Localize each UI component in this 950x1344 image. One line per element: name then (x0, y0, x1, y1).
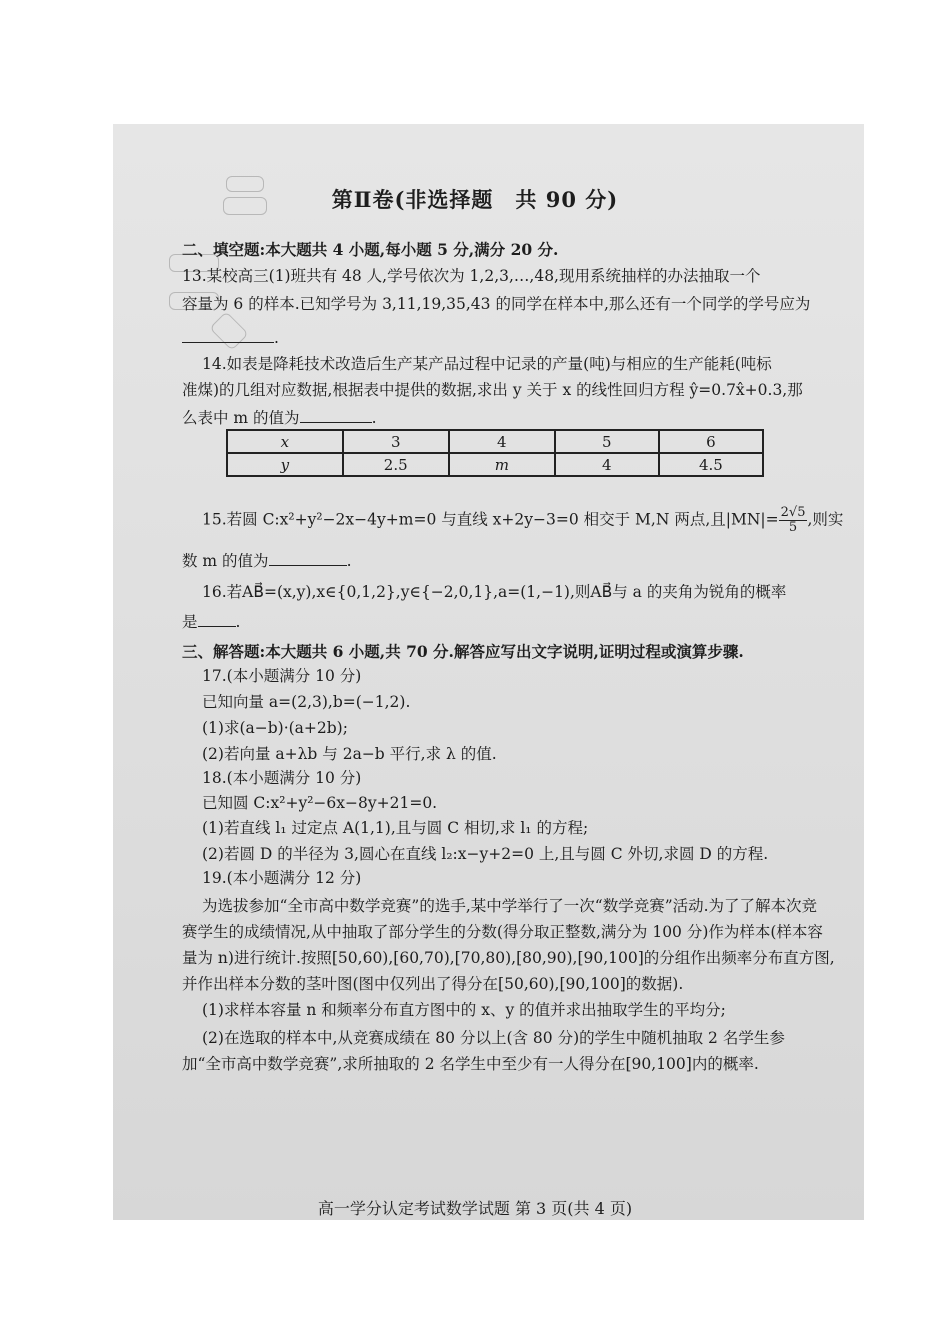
table-cell: 4 (555, 453, 659, 476)
fraction-denominator: 5 (788, 520, 798, 535)
q17-line1: 已知向量 a=(2,3),b=(−1,2). (202, 693, 411, 711)
q19-line1: 为选拔参加“全市高中数学竞赛”的选手,某中学举行了一次“数学竞赛”活动.为了了解本次竞 (202, 897, 818, 915)
table-cell: 4.5 (659, 453, 763, 476)
q14-period: . (371, 409, 377, 427)
q16-line2 (182, 612, 822, 632)
table-cell: m (449, 453, 555, 476)
q15-text-end: ,则实 (807, 510, 844, 529)
table-cell: x (227, 430, 343, 453)
table-cell: 5 (555, 430, 659, 453)
q16-line1: 16.若AB⃗=(x,y),x∈{0,1,2},y∈{−2,0,1},a=(1,−1),则AB⃗与 a 的夹角为锐角的概率 (202, 583, 787, 601)
q15-text: 15.若圆 C:x²+y²−2x−4y+m=0 与直线 x+2y−3=0 相交于 M,N 两点,且|MN|= (202, 510, 779, 529)
section-title: 第Ⅱ卷(非选择题 共 90 分) (331, 187, 619, 212)
table-cell: 6 (659, 430, 763, 453)
q19-line7: 加“全市高中数学竞赛”,求所抽取的 2 名学生中至少有一人得分在[90,100]内的概率. (182, 1055, 759, 1073)
q16-period: . (235, 613, 241, 631)
q13-line3 (182, 328, 822, 348)
fraction-numerator: 2√5 (780, 505, 806, 520)
q15-line2-text: 数 m 的值为 (182, 552, 269, 570)
part2-heading: 二、填空题:本大题共 4 小题,每小题 5 分,满分 20 分. (182, 240, 559, 259)
q15-fraction (779, 506, 808, 535)
q14-line3-text: 么表中 m 的值为 (182, 409, 300, 427)
q18-title: 18.(本小题满分 10 分) (202, 769, 362, 787)
answer-blank (198, 612, 236, 627)
q17-line2: (1)求(a−b)·(a+2b); (202, 719, 348, 737)
q15-line2 (182, 551, 822, 571)
table-row (227, 430, 763, 453)
answer-blank (182, 328, 274, 343)
q19-line2: 赛学生的成绩情况,从中抽取了部分学生的分数(得分取正整数,满分为 100 分)作为样本(样本容 (182, 923, 823, 941)
q13-period: . (274, 329, 279, 347)
part3-heading: 三、解答题:本大题共 6 小题,共 70 分.解答应写出文字说明,证明过程或演算步骤. (182, 642, 744, 661)
q19-line5: (1)求样本容量 n 和频率分布直方图中的 x、y 的值并求出抽取学生的平均分; (202, 1001, 726, 1019)
table-cell: 4 (449, 430, 555, 453)
q19-line6: (2)在选取的样本中,从竞赛成绩在 80 分以上(含 80 分)的学生中随机抽取 2 名学生参 (202, 1029, 785, 1047)
table-cell: 3 (343, 430, 449, 453)
q14-line2: 准煤)的几组对应数据,根据表中提供的数据,求出 y 关于 x 的线性回归方程 ŷ=0.7x̂+0.3,那 (182, 381, 803, 399)
page-footer: 高一学分认定考试数学试题 第 3 页(共 4 页) (317, 1199, 633, 1218)
answer-blank (269, 551, 347, 566)
data-table (226, 429, 764, 477)
q19-title: 19.(本小题满分 12 分) (202, 869, 362, 887)
table-cell: 2.5 (343, 453, 449, 476)
q15-line1 (202, 505, 844, 535)
q15-period: . (346, 552, 352, 570)
q16-line2-text: 是 (182, 613, 198, 631)
answer-blank (300, 408, 372, 423)
q19-line4: 并作出样本分数的茎叶图(图中仅列出了得分在[50,60),[90,100]的数据). (182, 975, 684, 993)
q17-title: 17.(本小题满分 10 分) (202, 667, 362, 685)
q18-line1: 已知圆 C:x²+y²−6x−8y+21=0. (202, 794, 438, 812)
q19-line3: 量为 n)进行统计.按照[50,60),[60,70),[70,80),[80,90),[90,100]的分组作出频率分布直方图, (182, 949, 835, 967)
table-row (227, 453, 763, 476)
q13-line1: 13.某校高三(1)班共有 48 人,学号依次为 1,2,3,…,48,现用系统抽样的办法抽取一个 (182, 267, 761, 285)
q14-line1: 14.如表是降耗技术改造后生产某产品过程中记录的产量(吨)与相应的生产能耗(吨标 (202, 355, 772, 373)
q18-line3: (2)若圆 D 的半径为 3,圆心在直线 l₂:x−y+2=0 上,且与圆 C 外切,求圆 D 的方程. (202, 845, 769, 863)
q18-line2: (1)若直线 l₁ 过定点 A(1,1),且与圆 C 相切,求 l₁ 的方程; (202, 819, 589, 837)
table-cell: y (227, 453, 343, 476)
q17-line3: (2)若向量 a+λb 与 2a−b 平行,求 λ 的值. (202, 745, 497, 763)
q13-line2: 容量为 6 的样本.已知学号为 3,11,19,35,43 的同学在样本中,那么还有一个同学的学号应为 (182, 295, 811, 313)
q14-line3 (182, 408, 822, 428)
